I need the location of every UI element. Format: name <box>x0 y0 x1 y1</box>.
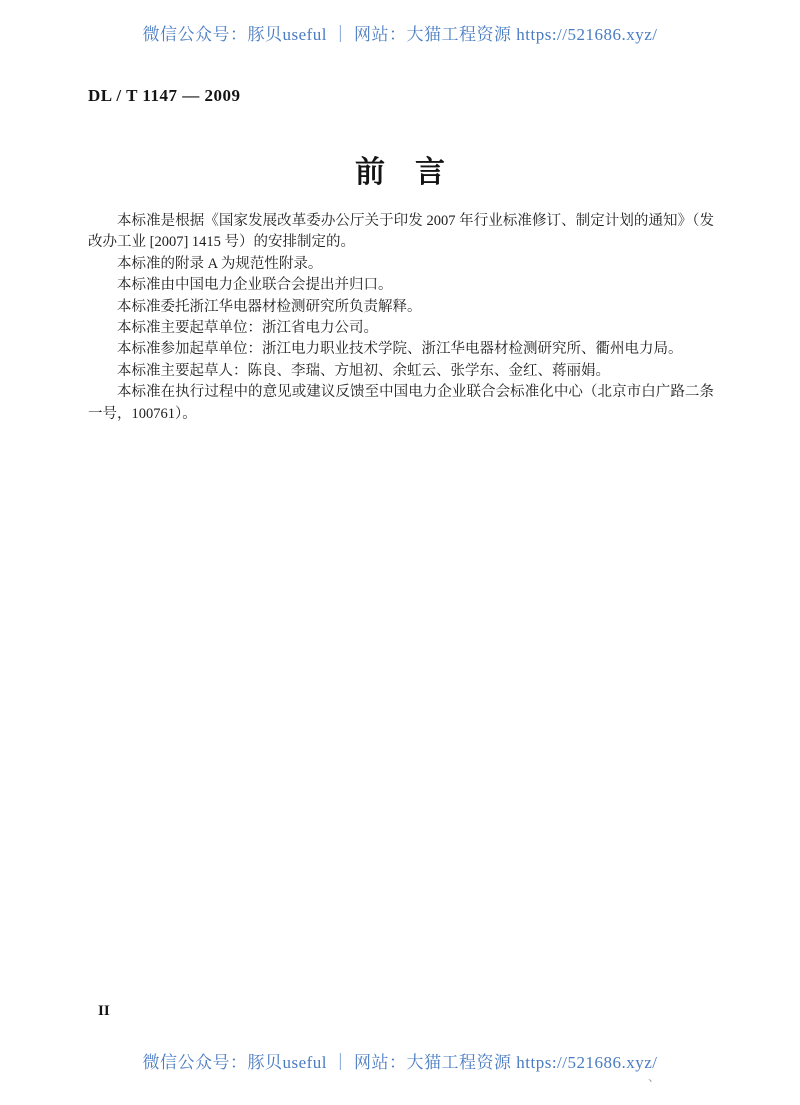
page-number: II <box>98 1003 110 1019</box>
foreword-paragraph: 本标准的附录 A 为规范性附录。 <box>117 255 323 272</box>
scan-artifact-mark: 、 <box>648 1070 661 1084</box>
page-title: 前 言 <box>355 156 445 189</box>
foreword-paragraph: 本标准由中国电力企业联合会提出并归口。 <box>117 277 393 294</box>
standard-number: DL / T 1147 — 2009 <box>88 86 241 105</box>
foreword-body <box>88 211 714 425</box>
header-watermark: 微信公众号：豚贝useful ｜ 网站：大猫工程资源 https://521686.xyz/ <box>142 25 658 44</box>
foreword-paragraph: 本标准在执行过程中的意见或建议反馈至中国电力企业联合会标准化中心（北京市白广路二条一号，100761）。 <box>88 384 714 422</box>
footer-watermark: 微信公众号：豚贝useful ｜ 网站：大猫工程资源 https://521686.xyz/ <box>142 1053 658 1072</box>
foreword-paragraph: 本标准主要起草人：陈良、李瑞、方旭初、余虹云、张学东、金红、蒋丽娟。 <box>117 362 610 379</box>
foreword-paragraph: 本标准是根据《国家发展改革委办公厅关于印发 2007 年行业标准修订、制定计划的通知》（发改办工业 [2007] 1415 号）的安排制定的。 <box>88 213 714 251</box>
foreword-paragraph: 本标准主要起草单位：浙江省电力公司。 <box>117 320 378 337</box>
foreword-paragraph: 本标准委托浙江华电器材检测研究所负责解释。 <box>117 298 422 315</box>
foreword-paragraph: 本标准参加起草单位：浙江电力职业技术学院、浙江华电器材检测研究所、衢州电力局。 <box>117 341 683 358</box>
